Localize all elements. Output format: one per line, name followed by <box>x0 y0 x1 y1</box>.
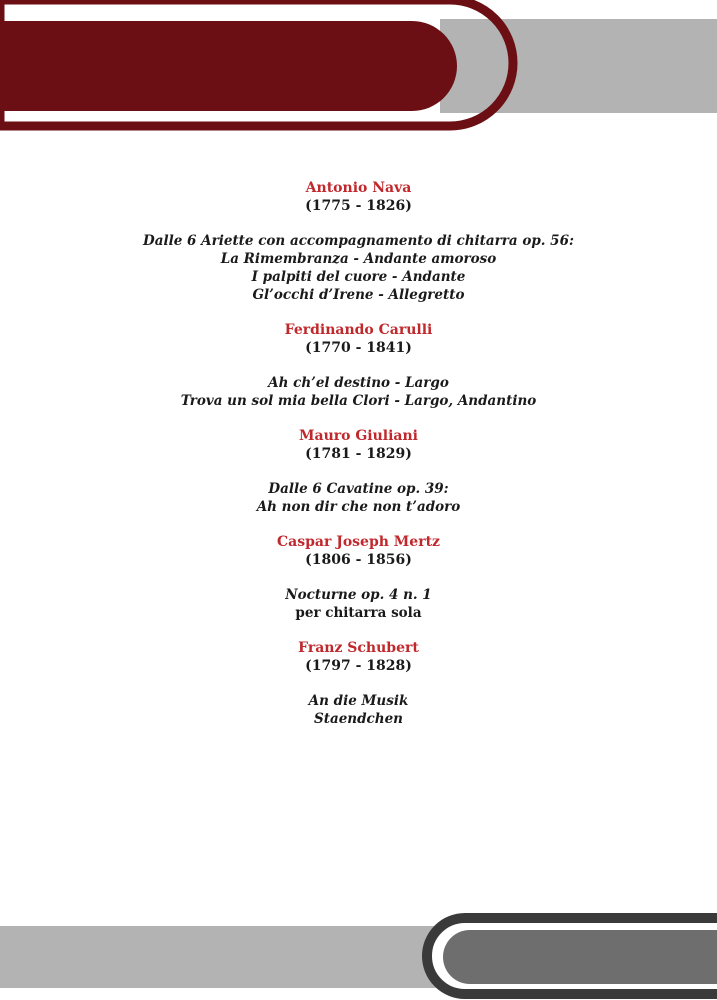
composer-dates: (1806 - 1856) <box>305 552 412 568</box>
composer-dates: (1797 - 1828) <box>305 658 412 674</box>
composer-dates: (1781 - 1829) <box>305 446 412 462</box>
work-title: An die Musik <box>308 693 409 709</box>
program-entry-mertz <box>0 533 717 639</box>
header-maroon-bar <box>0 21 457 111</box>
work-title: Gl’occhi d’Irene - Allegretto <box>252 287 465 303</box>
composer-name: Mauro Giuliani <box>299 428 418 444</box>
work-title: Trova un sol mia bella Clori - Largo, Andantino <box>180 393 537 409</box>
work-title: Staendchen <box>313 711 403 727</box>
work-title: La Rimembranza - Andante amoroso <box>220 251 497 267</box>
composer-name: Ferdinando Carulli <box>284 322 433 338</box>
composer-dates: (1775 - 1826) <box>305 198 412 214</box>
header-gray-bar <box>440 19 717 113</box>
work-subtitle: per chitarra sola <box>295 605 422 621</box>
footer-gray-bar <box>0 926 460 988</box>
work-title: Dalle 6 Cavatine op. 39: <box>268 481 449 497</box>
concert-program <box>0 179 717 728</box>
work-title: I palpiti del cuore - Andante <box>251 269 466 285</box>
work-title: Ah non dir che non t’adoro <box>256 499 461 515</box>
composer-dates: (1770 - 1841) <box>305 340 412 356</box>
program-entry-nava <box>0 179 717 321</box>
program-entry-carulli <box>0 321 717 427</box>
composer-name: Antonio Nava <box>305 180 412 196</box>
work-title: Dalle 6 Ariette con accompagnamento di chitarra op. 56: <box>143 233 574 249</box>
composer-name: Caspar Joseph Mertz <box>277 534 440 550</box>
work-title: Ah ch’el destino - Largo <box>268 375 449 391</box>
program-entry-giuliani <box>0 427 717 533</box>
program-entry-schubert <box>0 639 717 728</box>
footer-dark-pill <box>443 930 717 984</box>
work-title: Nocturne op. 4 n. 1 <box>285 587 432 603</box>
composer-name: Franz Schubert <box>298 640 419 656</box>
